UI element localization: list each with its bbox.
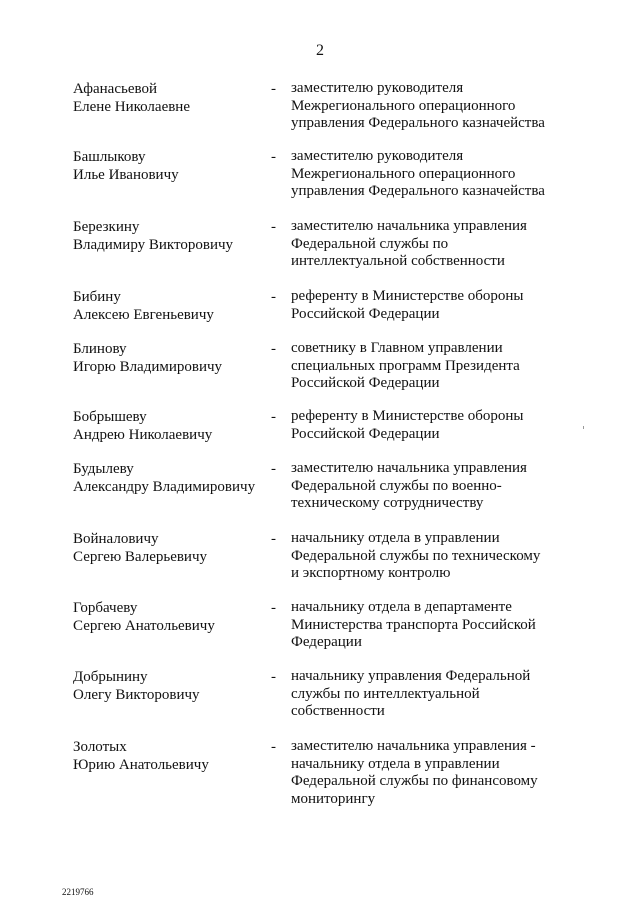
person-name: [73, 738, 209, 774]
position-title: [291, 148, 591, 201]
position-line: заместителю начальника управления: [291, 218, 527, 234]
position-line: заместителю начальника управления: [291, 460, 527, 476]
separator-dash: -: [271, 149, 276, 165]
position-line: начальнику отдела в управлении: [291, 755, 500, 772]
position-line: специальных программ Президента: [291, 357, 520, 374]
person-name: [73, 668, 200, 704]
position-line: заместителю руководителя: [291, 80, 464, 96]
position-line: Министерства транспорта Российской: [291, 616, 536, 633]
person-name: [73, 218, 233, 254]
person-name: [73, 80, 190, 116]
position-line: техническому сотрудничеству: [291, 495, 484, 511]
name-line: Сергею Анатольевичу: [73, 618, 215, 634]
position-line: Федеральной службы по техническому: [291, 547, 541, 564]
position-line: управления Федерального казначейства: [291, 115, 545, 131]
position-line: интеллектуальной собственности: [291, 253, 505, 269]
separator-dash: -: [271, 669, 276, 685]
separator-dash: -: [271, 81, 276, 97]
position-title: [291, 408, 591, 443]
name-line: Горбачеву: [73, 600, 138, 616]
position-line: и экспортному контролю: [291, 565, 451, 581]
page-number: 2: [316, 42, 324, 59]
name-line: Алексею Евгеньевичу: [73, 307, 214, 323]
separator-dash: -: [271, 219, 276, 235]
position-line: собственности: [291, 703, 385, 719]
name-line: Бобрышеву: [73, 409, 147, 425]
person-name: [73, 340, 222, 376]
separator-dash: -: [271, 409, 276, 425]
name-line: Будылеву: [73, 461, 134, 477]
position-title: [291, 599, 591, 652]
name-line: Золотых: [73, 739, 127, 755]
position-line: начальнику управления Федеральной: [291, 668, 531, 684]
name-line: Владимиру Викторовичу: [73, 237, 234, 253]
separator-dash: -: [271, 289, 276, 305]
name-line: Березкину: [73, 219, 140, 235]
separator-dash: -: [271, 341, 276, 357]
position-line: референту в Министерстве обороны: [291, 288, 524, 304]
position-line: начальнику отдела в департаменте: [291, 599, 512, 615]
name-line: Бибину: [73, 289, 121, 305]
name-line: Добрынину: [73, 669, 148, 685]
position-title: [291, 738, 591, 808]
position-line: Российской Федерации: [291, 425, 440, 442]
name-line: Афанасьевой: [73, 81, 157, 97]
name-line: Александру Владимировичу: [73, 479, 256, 495]
position-title: [291, 288, 591, 323]
separator-dash: -: [271, 739, 276, 755]
position-line: Межрегионального операционного: [291, 165, 516, 182]
person-name: [73, 530, 207, 566]
person-name: [73, 460, 255, 496]
position-title: [291, 668, 591, 721]
position-line: советнику в Главном управлении: [291, 340, 503, 356]
name-line: Илье Ивановичу: [73, 167, 179, 183]
name-line: Войналовичу: [73, 531, 159, 547]
position-line: Федеральной службы по военно-: [291, 477, 502, 494]
position-line: начальнику отдела в управлении: [291, 530, 500, 546]
position-line: Российской Федерации: [291, 305, 440, 322]
position-line: заместителю руководителя: [291, 148, 464, 164]
position-line: службы по интеллектуальной: [291, 685, 480, 702]
person-name: [73, 408, 212, 444]
position-line: мониторингу: [291, 790, 376, 807]
name-line: Олегу Викторовичу: [73, 687, 200, 703]
name-line: Башлыкову: [73, 149, 146, 165]
document-code: 2219766: [62, 887, 94, 897]
position-title: [291, 340, 591, 393]
scan-speck: [583, 426, 584, 429]
position-line: референту в Министерстве обороны: [291, 408, 524, 424]
position-line: управления Федерального казначейства: [291, 183, 545, 199]
position-line: Федерации: [291, 634, 362, 650]
separator-dash: -: [271, 531, 276, 547]
position-line: Российской Федерации: [291, 375, 440, 391]
position-line: Федеральной службы по финансовому: [291, 773, 538, 789]
separator-dash: -: [271, 600, 276, 616]
name-line: Блинову: [73, 341, 127, 357]
person-name: [73, 148, 179, 184]
name-line: Игорю Владимировичу: [73, 359, 223, 375]
person-name: [73, 288, 214, 324]
name-line: Юрию Анатольевичу: [73, 757, 209, 773]
person-name: [73, 599, 215, 635]
separator-dash: -: [271, 461, 276, 477]
position-title: [291, 460, 591, 513]
position-line: заместителю начальника управления -: [291, 738, 536, 754]
name-line: Елене Николаевне: [73, 99, 190, 115]
position-line: Межрегионального операционного: [291, 97, 516, 114]
position-line: Федеральной службы по: [291, 235, 449, 252]
name-line: Сергею Валерьевичу: [73, 549, 208, 565]
position-title: [291, 218, 591, 271]
name-line: Андрею Николаевичу: [73, 427, 213, 443]
position-title: [291, 80, 591, 133]
position-title: [291, 530, 591, 583]
